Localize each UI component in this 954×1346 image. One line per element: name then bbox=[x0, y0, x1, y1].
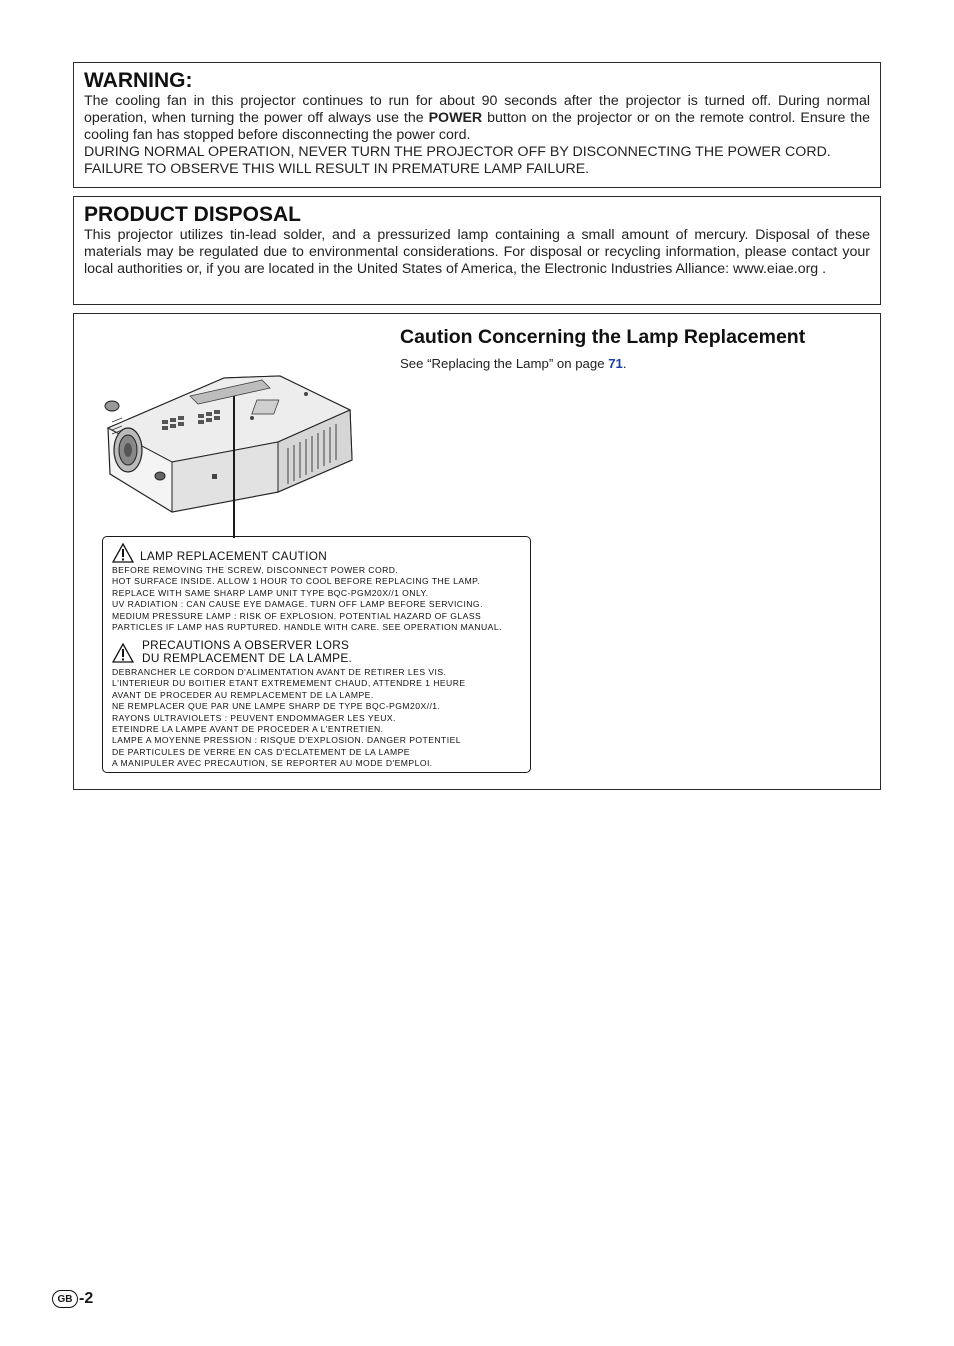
lamp-see-text: See “Replacing the Lamp” on page bbox=[400, 356, 609, 371]
lamp-caution-lines-en: BEFORE REMOVING THE SCREW, DISCONNECT POWER CORD. HOT SURFACE INSIDE. ALLOW 1 HOUR TO COOL BEFORE REPLACING THE LAMP. REPLACE WITH SAME SHARP LAMP UNIT TYPE BQC-PGM20X//1 ONLY. UV RADIATION : CAN CAUSE EYE DAMAGE. TURN OFF LAMP BEFORE SERVICING. MEDIUM PRESSURE LAMP : RISK OF EXPLOSION. POTENTIAL HAZARD OF GLASS PARTICLES IF LAMP HAS RUPTURED. HANDLE WITH CARE. SEE OPERATION MANUAL. bbox=[112, 565, 502, 633]
warning-text-1: The cooling fan in this projector continues to run for about 90 seconds after the projector is turned off. During normal operation, when turning the power off always use the bbox=[84, 93, 870, 126]
warning-paragraph bbox=[84, 93, 870, 144]
disposal-box bbox=[73, 196, 881, 305]
lamp-caution-title: Caution Concerning the Lamp Replacement bbox=[400, 326, 806, 348]
disposal-text: This projector utilizes tin-lead solder, and a pressurized lamp containing a small amount of mercury. Disposal of these materials may be regulated due to environmental considerations. For disposal or recycling information, please contact your local authorities or, if you are located in the United States of America, the Electronic Industries Alliance: www.eiae.org . bbox=[84, 227, 870, 277]
page-number-text: -2 bbox=[79, 1290, 94, 1307]
lamp-caution-box bbox=[73, 313, 881, 790]
lamp-see-period: . bbox=[622, 356, 627, 371]
warning-box bbox=[73, 62, 881, 188]
page-number bbox=[52, 1290, 93, 1308]
lamp-caution-heading-fr-2: DU REMPLACEMENT DE LA LAMPE. bbox=[142, 651, 353, 665]
warning-triangle-icon bbox=[112, 543, 134, 563]
warning-triangle-icon-fr bbox=[112, 643, 134, 663]
lamp-caution-lines-fr: DEBRANCHER LE CORDON D'ALIMENTATION AVANT DE RETIRER LES VIS. L'INTERIEUR DU BOITIER ETANT EXTREMEMENT CHAUD, ATTENDRE 1 HEURE AVANT DE PROCEDER AU REMPLACEMENT DE LA LAMPE. NE REMPLACER QUE PAR UNE LAMPE SHARP DE TYPE BQC-PGM20X//1. RAYONS ULTRAVIOLETS : PEUVENT ENDOMMAGER LES YEUX. ETEINDRE LA LAMPE AVANT DE PROCEDER A L'ENTRETIEN. LAMPE A MOYENNE PRESSION : RISQUE D'EXPLOSION. DANGER POTENTIEL DE PARTICULES DE VERRE EN CAS D'ECLATEMENT DE LA LAMPE A MANIPULER AVEC PRECAUTION, SE REPORTER AU MODE D'EMPLOI. bbox=[112, 667, 466, 769]
region-badge: GB bbox=[52, 1290, 78, 1308]
page-71-link[interactable]: 71 bbox=[608, 356, 623, 371]
warning-caps-text: DURING NORMAL OPERATION, NEVER TURN THE PROJECTOR OFF BY DISCONNECTING THE POWER CORD. FAILURE TO OBSERVE THIS WILL RESULT IN PREMATURE LAMP FAILURE. bbox=[84, 144, 831, 177]
warning-text-2: button on the projector or on the remote control. Ensure the cooling fan has stopped before disconnecting the power cord. bbox=[84, 110, 870, 143]
lamp-caution-heading-en: LAMP REPLACEMENT CAUTION bbox=[140, 549, 328, 563]
disposal-title: PRODUCT DISPOSAL bbox=[84, 203, 302, 226]
lamp-caution-label bbox=[102, 536, 531, 773]
leader-line bbox=[233, 396, 235, 538]
lamp-caution-heading-fr-1: PRECAUTIONS A OBSERVER LORS bbox=[142, 638, 350, 652]
warning-title: WARNING: bbox=[84, 69, 193, 92]
projector-illustration bbox=[102, 364, 354, 522]
power-keyword: POWER bbox=[428, 110, 483, 126]
lamp-see-reference bbox=[400, 356, 627, 371]
